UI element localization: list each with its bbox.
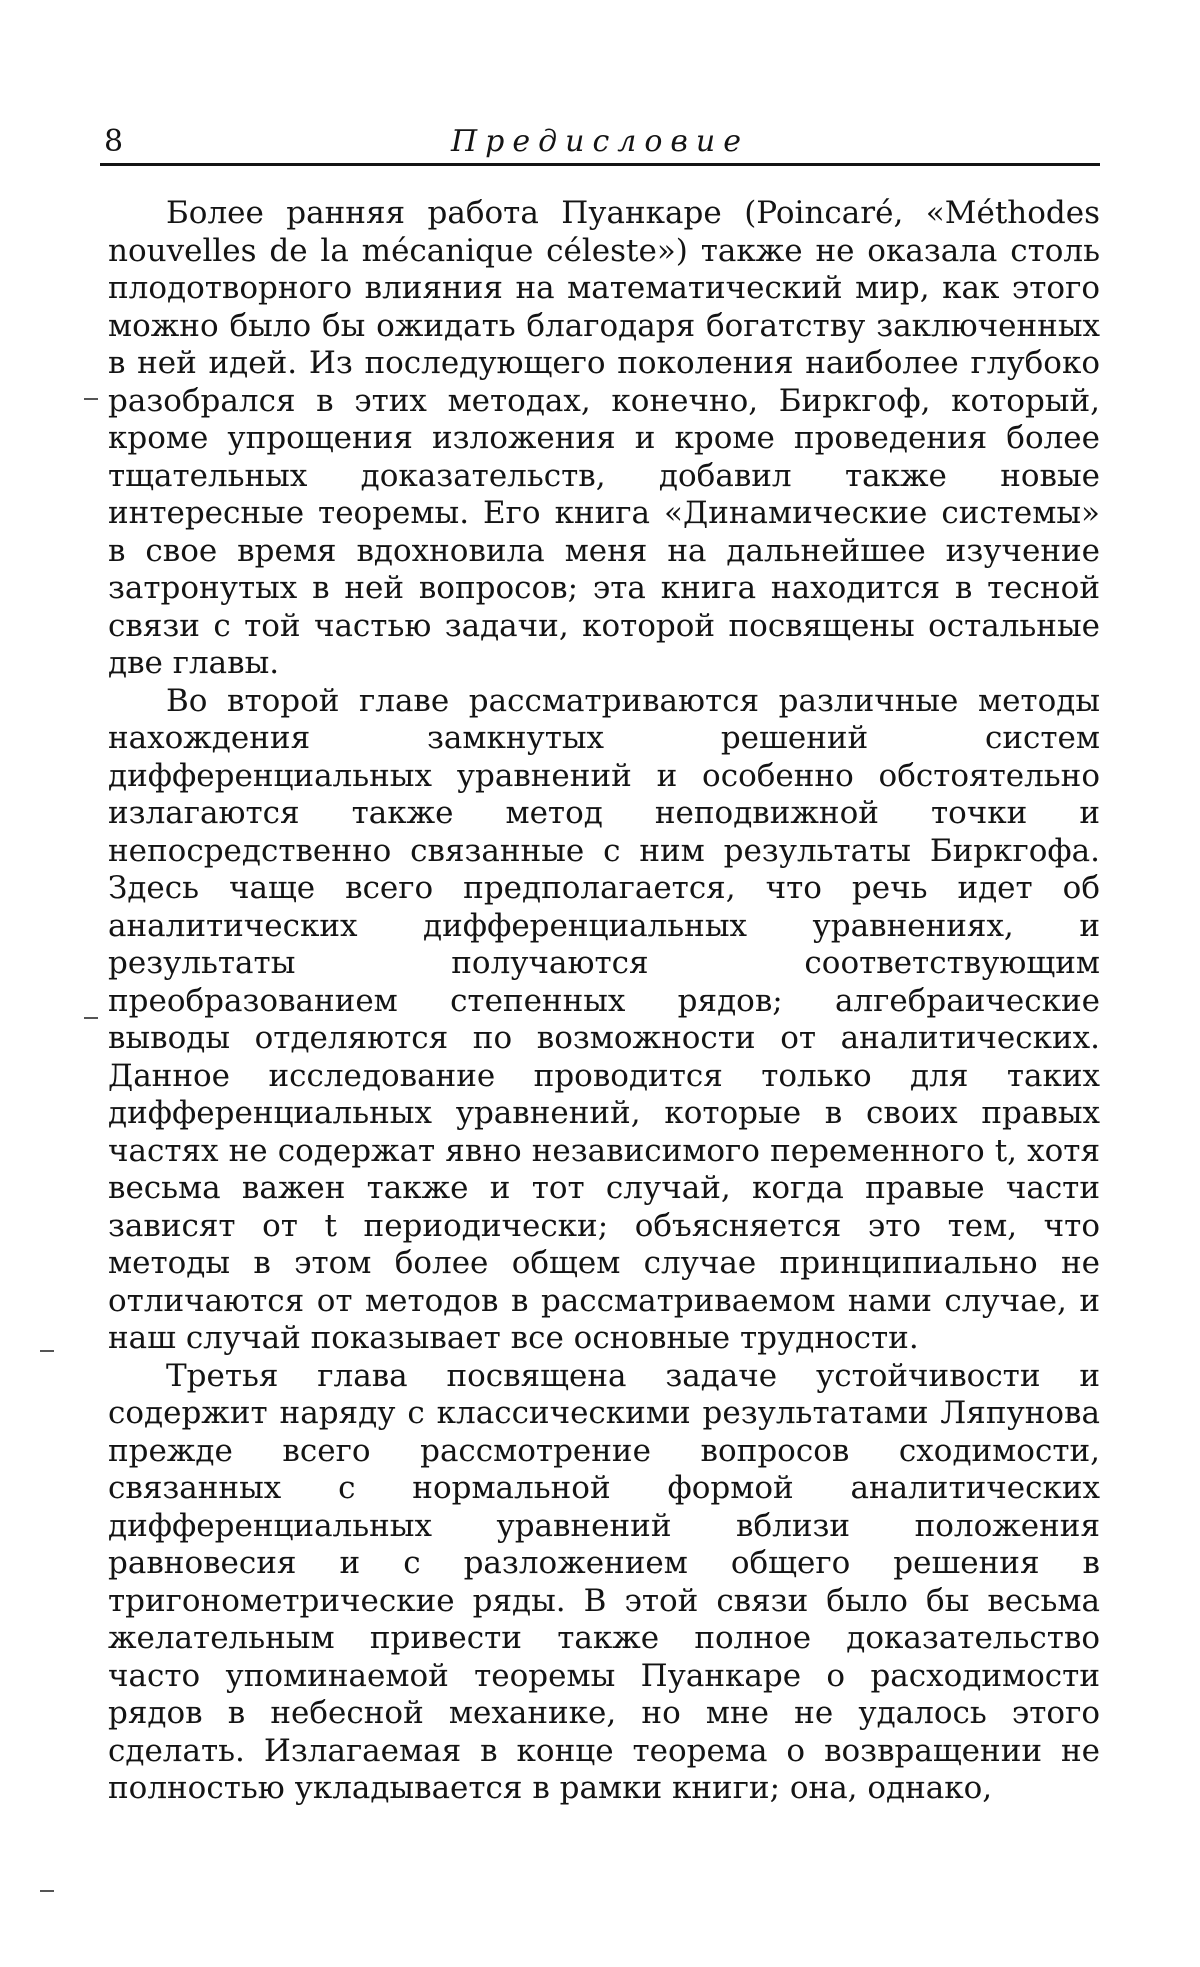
page-header xyxy=(100,122,1100,162)
header-rule xyxy=(100,163,1100,166)
scan-mark xyxy=(84,1017,98,1019)
scan-mark xyxy=(40,1350,54,1352)
running-head: Предисловие xyxy=(451,124,749,159)
scan-mark xyxy=(84,398,98,400)
paragraph-1: Более ранняя работа Пуанкаре (Poincaré, «Méthodes nouvelles de la mécanique céleste») также не оказала столь плодотворного влияния на математический мир, как этого можно было бы ожидать благодаря богатству заключенных в ней идей. Из последующего поколения наиболее глубоко разобрался в этих методах, конечно, Биркгоф, который, кроме упрощения изложения и кроме проведения более тщательных доказательств, добавил также новые интересные теоремы. Его книга «Динамические системы» в свое время вдохновила меня на дальнейшее изучение затронутых в ней вопросов; эта книга находится в тесной связи с той частью задачи, которой посвящены остальные две главы. xyxy=(108,195,1100,681)
page-number: 8 xyxy=(104,124,124,159)
scan-mark xyxy=(40,1890,54,1892)
body-text xyxy=(108,195,1100,1808)
paragraph-2: Во второй главе рассматриваются различные методы нахождения замкнутых решений систем дифференциальных уравнений и особенно обстоятельно излагаются также метод неподвижной точки и непосредственно связанные с ним результаты Биркгофа. Здесь чаще всего предполагается, что речь идет об аналитических дифференциальных уравнениях, и результаты получаются соответствующим преобразованием степенных рядов; алгебраические выводы отделяются по возможности от аналитических. Данное исследование проводится только для таких дифференциальных уравнений, которые в своих правых частях не содержат явно независимого переменного t, хотя весьма важен также и тот случай, когда правые части зависят от t периодически; объясняется это тем, что методы в этом более общем случае принципиально не отличаются от методов в рассматриваемом нами случае, и наш случай показывает все основные трудности. xyxy=(108,682,1100,1356)
paragraph-3: Третья глава посвящена задаче устойчивости и содержит наряду с классическими результатами Ляпунова прежде всего рассмотрение вопросов сходимости, связанных с нормальной формой аналитических дифференциальных уравнений вблизи положения равновесия и с разложением общего решения в тригонометрические ряды. В этой связи было бы весьма желательным привести также полное доказательство часто упоминаемой теоремы Пуанкаре о расходимости рядов в небесной механике, но мне не удалось этого сделать. Излагаемая в конце теорема о возвращении не полностью укладывается в рамки книги; она, однако, xyxy=(108,1357,1100,1806)
